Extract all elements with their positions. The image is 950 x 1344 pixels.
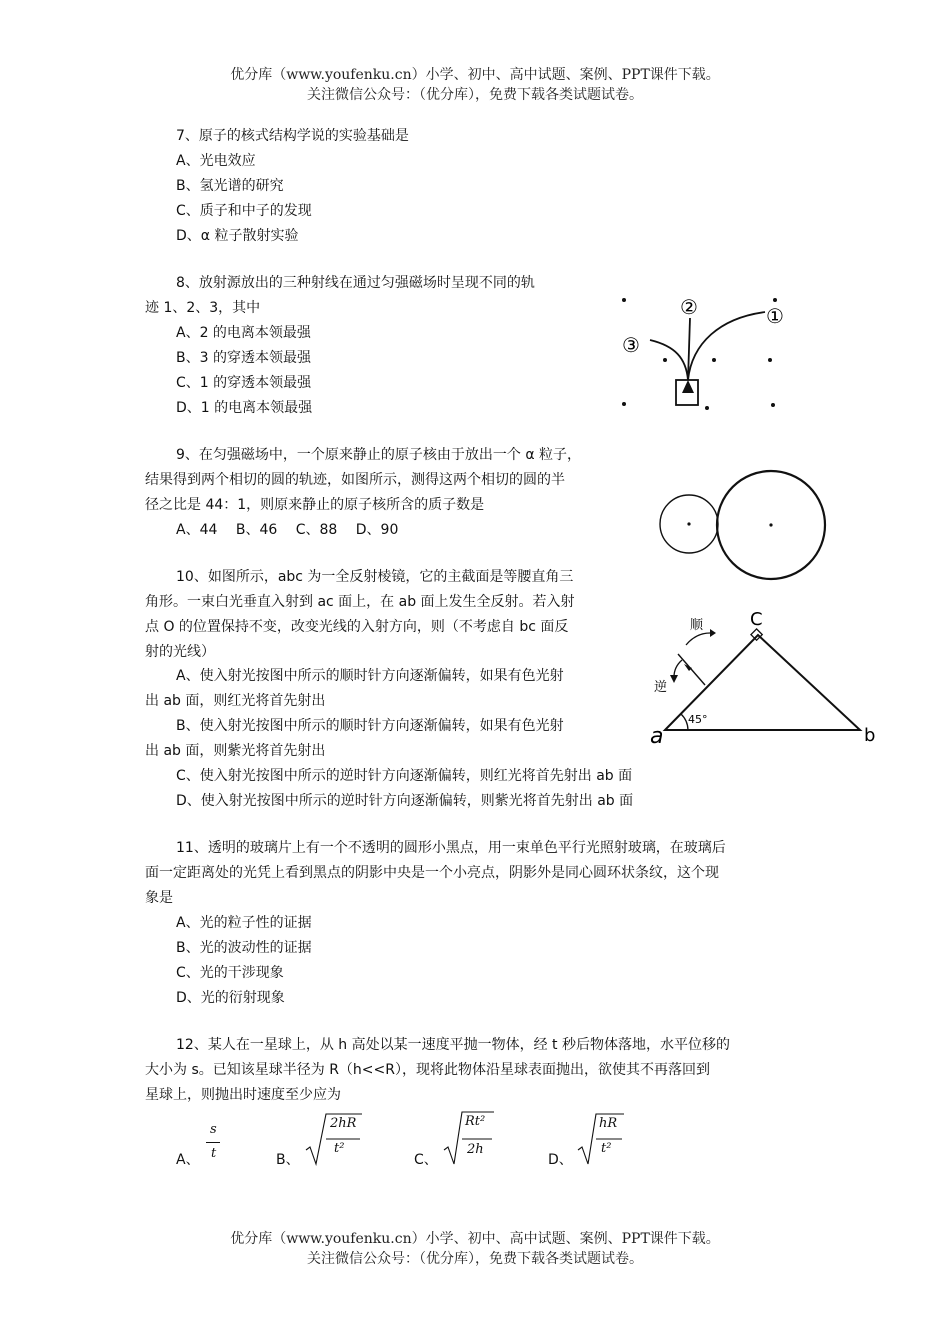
q11-stem-line1: 11、透明的玻璃片上有一个不透明的圆形小黑点，用一束单色平行光照射玻璃，在玻璃后 xyxy=(176,840,726,856)
q11-stem-line3: 象是 xyxy=(145,890,173,906)
rotate-ccw-arrowhead xyxy=(670,675,678,683)
large-circle-center xyxy=(769,523,772,526)
vertex-c-label: C xyxy=(750,609,763,630)
field-dot xyxy=(622,402,626,406)
angle-label: 45° xyxy=(688,713,708,726)
formula-b-numerator: 2hR xyxy=(330,1116,357,1131)
q11-option-d: D、光的衍射现象 xyxy=(176,990,285,1006)
q12-option-d-label: D、 xyxy=(548,1152,573,1168)
q10-stem-line3: 点 O 的位置保持不变，改变光线的入射方向，则（不考虑自 bc 面反 xyxy=(145,619,569,635)
q7-option-a: A、光电效应 xyxy=(176,153,256,169)
page-footer-line1: 优分库（www.youfenku.cn）小学、初中、高中试题、案例、PPT课件下载。 xyxy=(230,1231,720,1247)
field-dot xyxy=(771,403,775,407)
q9-stem-line1: 9、在匀强磁场中，一个原来静止的原子核由于放出一个 α 粒子， xyxy=(176,447,582,463)
formula-a-denominator: t xyxy=(211,1146,217,1161)
field-dot xyxy=(712,358,716,362)
source-marker xyxy=(682,380,694,393)
counterclockwise-label: 逆 xyxy=(654,680,668,695)
field-dot xyxy=(663,358,667,362)
track-label-3: ③ xyxy=(622,333,640,357)
field-dot xyxy=(768,358,772,362)
page-footer-line2: 关注微信公众号：（优分库），免费下载各类试题试卷。 xyxy=(307,1251,643,1267)
q10-prism-figure xyxy=(648,605,883,750)
q10-stem-line4: 射的光线） xyxy=(145,644,215,660)
q9-stem-line2: 结果得到两个相切的圆的轨迹，如图所示，测得这两个相切的圆的半 xyxy=(145,472,565,488)
formula-d-numerator: hR xyxy=(599,1116,618,1131)
q7-option-d: D、α 粒子散射实验 xyxy=(176,228,299,244)
q10-option-a-line2: 出 ab 面，则红光将首先射出 xyxy=(145,693,326,709)
incident-ray xyxy=(678,654,705,685)
formula-a-bar xyxy=(206,1142,220,1143)
formula-b-denominator: t² xyxy=(334,1141,345,1156)
formula-d-denominator: t² xyxy=(601,1141,612,1156)
q8-option-d: D、1 的电离本领最强 xyxy=(176,400,313,416)
q7-option-b: B、氢光谱的研究 xyxy=(176,178,284,194)
field-dot xyxy=(622,298,626,302)
q8-option-a: A、2 的电离本领最强 xyxy=(176,325,311,341)
q10-stem-line2: 角形。一束白光垂直入射到 ac 面上，在 ab 面上发生全反射。若入射 xyxy=(145,594,575,610)
q9-stem-line3: 径之比是 44：1，则原来静止的原子核所含的质子数是 xyxy=(145,497,485,513)
rotate-cw-arrow xyxy=(686,633,710,645)
q12-option-c-label: C、 xyxy=(414,1152,438,1168)
rotate-cw-arrowhead xyxy=(710,629,716,637)
small-circle-center xyxy=(687,522,690,525)
angle-arc xyxy=(681,714,688,730)
track-label-2: ② xyxy=(680,295,698,319)
vertex-b-label: b xyxy=(864,725,876,746)
vertex-a-label: a xyxy=(650,724,664,749)
q7-option-c: C、质子和中子的发现 xyxy=(176,203,312,219)
q10-option-c: C、使入射光按图中所示的逆时针方向逐渐偏转，则红光将首先射出 ab 面 xyxy=(176,768,633,784)
q9-tangent-circles-figure xyxy=(655,465,840,585)
field-dot xyxy=(705,406,709,410)
q8-stem-line2: 迹 1、2、3，其中 xyxy=(145,300,261,316)
page-header-line2: 关注微信公众号：（优分库），免费下载各类试题试卷。 xyxy=(307,87,643,103)
q11-option-a: A、光的粒子性的证据 xyxy=(176,915,312,931)
track-1 xyxy=(688,312,765,380)
q8-option-b: B、3 的穿透本领最强 xyxy=(176,350,311,366)
q12-stem-line2: 大小为 s。已知该星球半径为 R（h<<R），现将此物体沿星球表面抛出，欲使其不再落回到 xyxy=(145,1062,710,1078)
page-header-line1: 优分库（www.youfenku.cn）小学、初中、高中试题、案例、PPT课件下载。 xyxy=(230,67,720,83)
q12-option-b-label: B、 xyxy=(276,1152,300,1168)
q12-option-a-label: A、 xyxy=(176,1152,200,1168)
q10-option-b-line2: 出 ab 面，则紫光将首先射出 xyxy=(145,743,326,759)
q7-stem: 7、原子的核式结构学说的实验基础是 xyxy=(176,128,409,144)
track-label-1: ① xyxy=(766,304,784,328)
q12-stem-line1: 12、某人在一星球上，从 h 高处以某一速度平抛一物体，经 t 秒后物体落地，水平位移的 xyxy=(176,1037,730,1053)
rotate-ccw-arrow xyxy=(674,660,682,677)
q10-option-d: D、使入射光按图中所示的逆时针方向逐渐偏转，则紫光将首先射出 ab 面 xyxy=(176,793,634,809)
q8-stem-line1: 8、放射源放出的三种射线在通过匀强磁场时呈现不同的轨 xyxy=(176,275,535,291)
q11-stem-line2: 面一定距离处的光凭上看到黑点的阴影中央是一个小亮点，阴影外是同心圆环状条纹，这个现 xyxy=(145,865,719,881)
q8-option-c: C、1 的穿透本领最强 xyxy=(176,375,312,391)
q10-stem-line1: 10、如图所示，abc 为一全反射棱镜，它的主截面是等腰直角三 xyxy=(176,569,574,585)
formula-c-numerator: Rt² xyxy=(465,1114,486,1129)
q10-option-b-line1: B、使入射光按图中所示的顺时针方向逐渐偏转，如果有色光射 xyxy=(176,718,564,734)
formula-c-denominator: 2h xyxy=(467,1142,484,1157)
clockwise-label: 顺 xyxy=(690,618,704,633)
q9-options: A、44 B、46 C、88 D、90 xyxy=(176,522,399,538)
q10-option-a-line1: A、使入射光按图中所示的顺时针方向逐渐偏转，如果有色光射 xyxy=(176,668,564,684)
q11-option-b: B、光的波动性的证据 xyxy=(176,940,312,956)
field-dot xyxy=(773,298,777,302)
q12-stem-line3: 星球上，则抛出时速度至少应为 xyxy=(145,1087,341,1103)
track-3 xyxy=(650,340,688,380)
formula-a-numerator: s xyxy=(210,1122,217,1137)
q11-option-c: C、光的干涉现象 xyxy=(176,965,284,981)
q8-radiation-figure xyxy=(610,288,795,418)
